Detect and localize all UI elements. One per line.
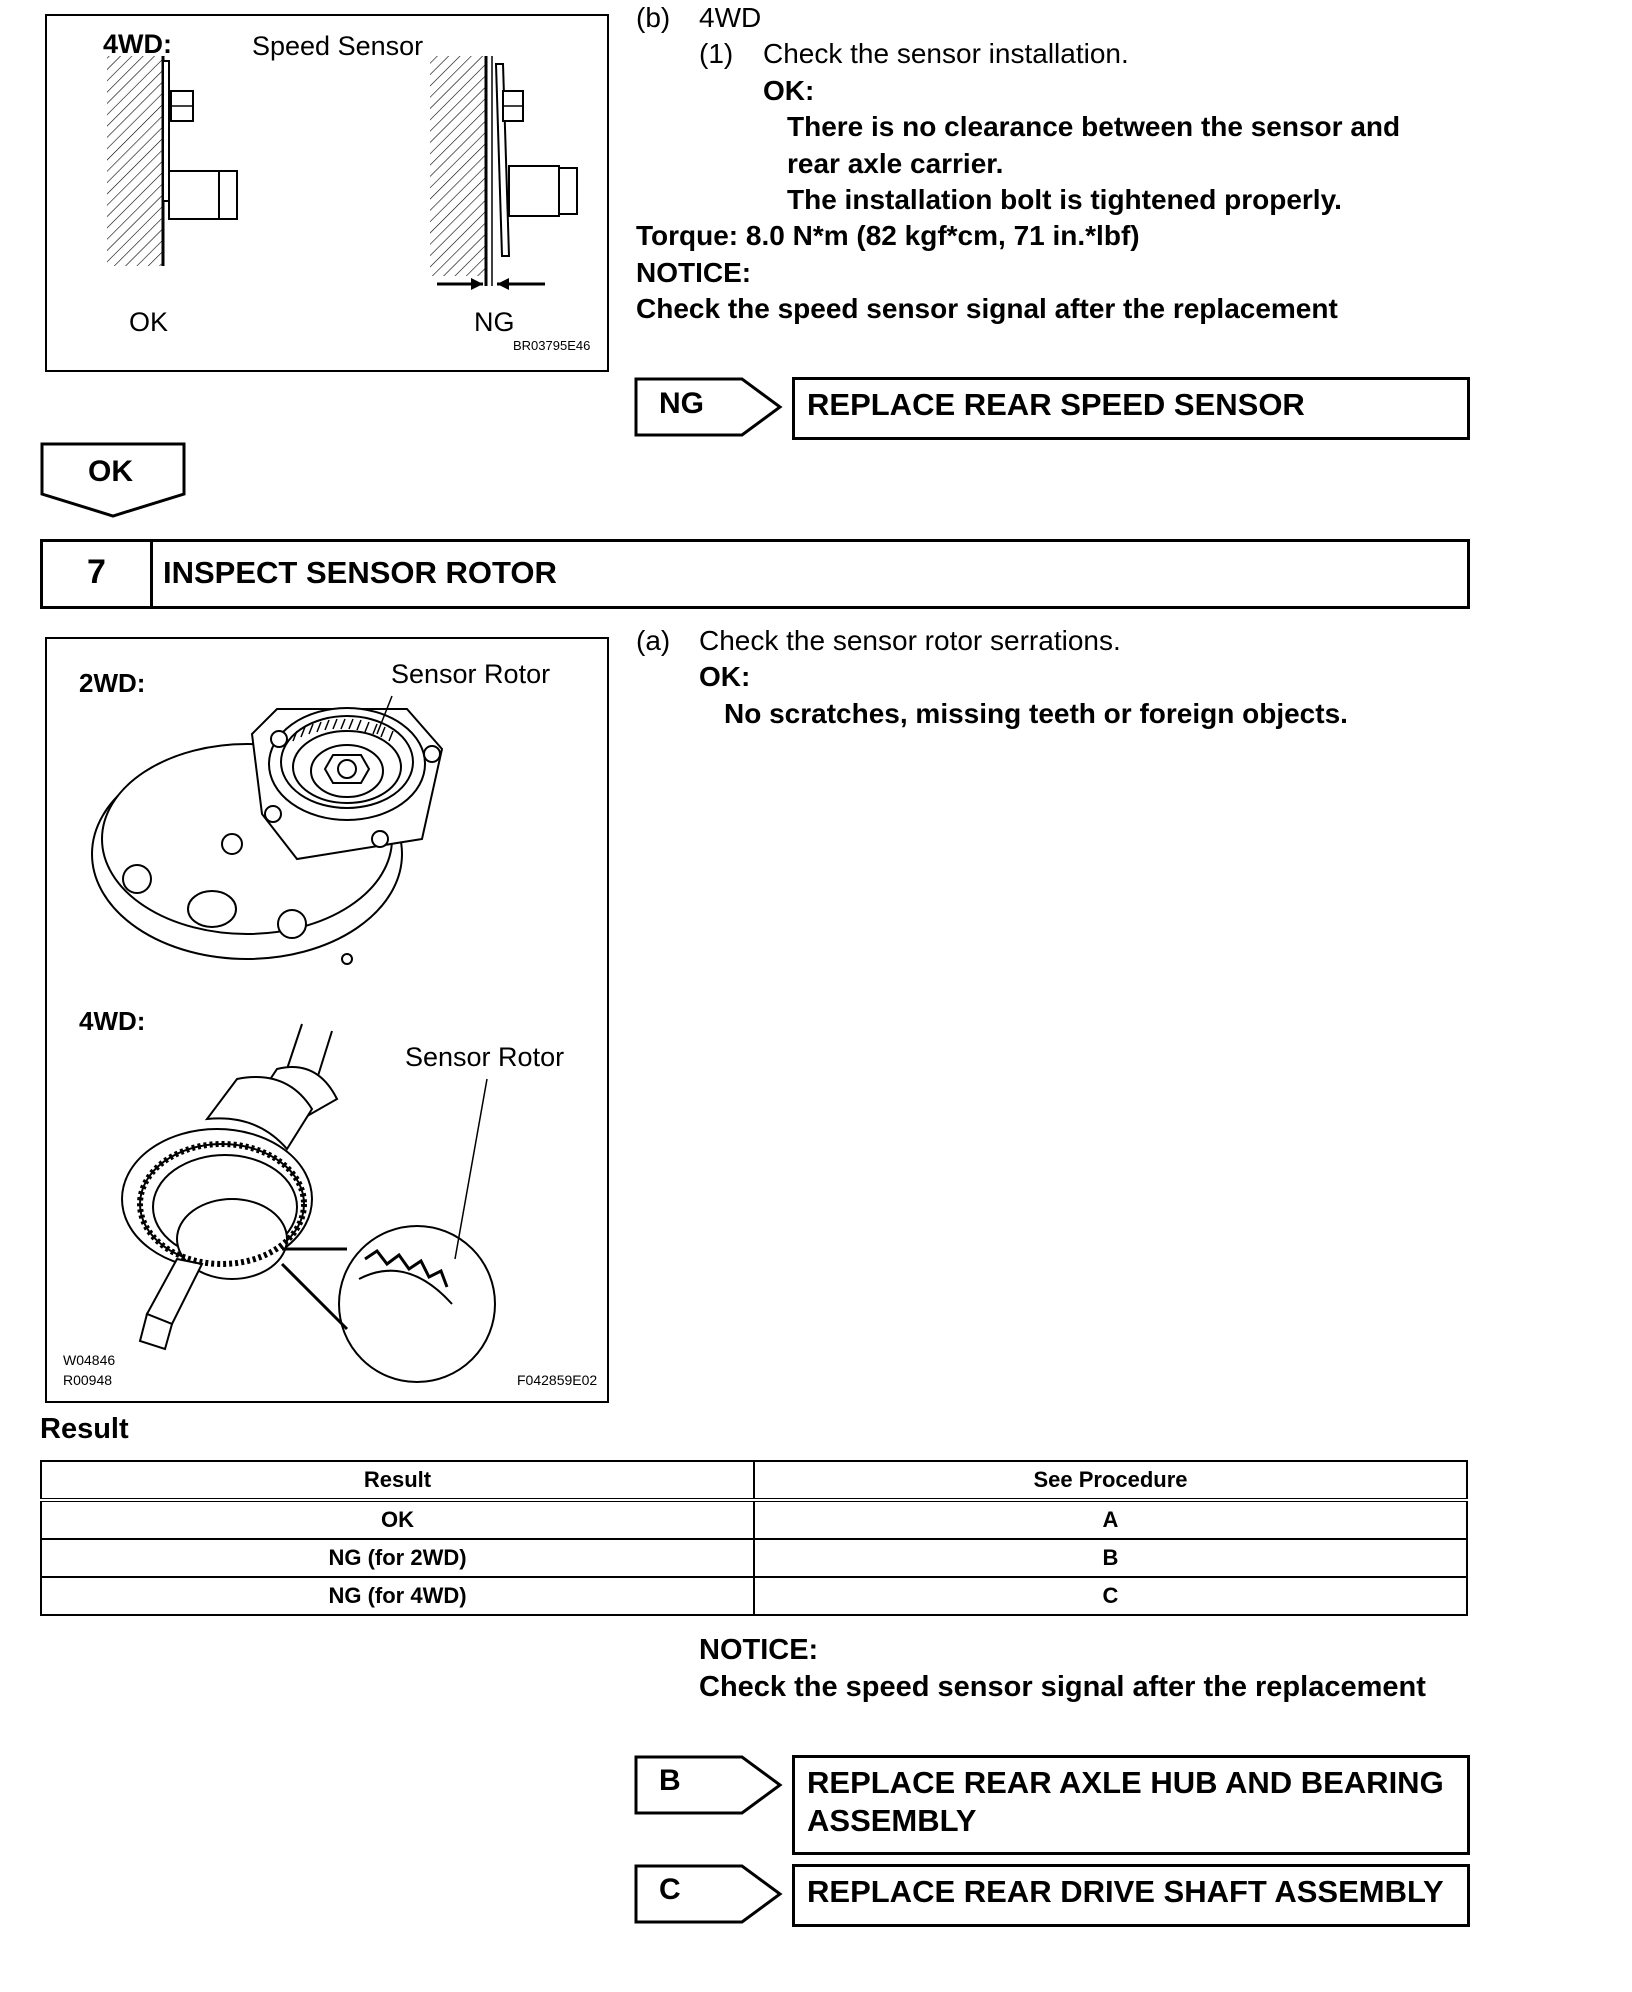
replace-rear-speed-sensor-text: REPLACE REAR SPEED SENSOR <box>807 387 1305 422</box>
step-a-ok-text: No scratches, missing teeth or foreign objects. <box>724 698 1348 729</box>
table-row <box>41 1500 1467 1539</box>
step-b-title: 4WD <box>699 2 762 33</box>
figure2-code2: R00948 <box>63 1372 113 1388</box>
figure2-2wd-label: 2WD: <box>79 668 146 698</box>
replace-hub-bearing-line1: REPLACE REAR AXLE HUB AND BEARING <box>807 1765 1444 1800</box>
step-b-ok-line2: rear axle carrier. <box>787 148 1004 179</box>
speed-sensor-figure <box>45 14 609 372</box>
result-table <box>40 1460 1468 1616</box>
step7-number: 7 <box>87 553 106 591</box>
notice-label: NOTICE: <box>636 257 752 288</box>
table-row <box>41 1577 1467 1615</box>
result-cell: NG (for 4WD) <box>41 1577 754 1615</box>
sensor-rotor-figure <box>45 637 609 1403</box>
step-b-ok-label: OK: <box>763 75 815 106</box>
figure2-sensor-rotor-2wd: Sensor Rotor <box>391 659 551 689</box>
step-b-ok-line3: The installation bolt is tightened properly. <box>787 184 1342 215</box>
table-header-row <box>41 1461 1467 1500</box>
step-b-ok-line1: There is no clearance between the sensor and <box>787 111 1401 142</box>
ok-flag-label: OK <box>88 455 133 488</box>
replace-drive-shaft-text: REPLACE REAR DRIVE SHAFT ASSEMBLY <box>807 1874 1444 1909</box>
step7-title: INSPECT SENSOR ROTOR <box>163 555 557 590</box>
procedure-cell: A <box>754 1500 1467 1539</box>
figure2-4wd-label: 4WD: <box>79 1006 146 1036</box>
result-heading: Result <box>40 1413 129 1445</box>
figure2-sensor-rotor-4wd: Sensor Rotor <box>405 1042 565 1072</box>
ng-flag <box>634 377 784 437</box>
replace-rear-speed-sensor-box <box>792 377 1470 440</box>
step7-number-cell <box>43 542 153 606</box>
step7-header <box>40 539 1470 609</box>
figure1-4wd-label: 4WD: <box>103 29 172 59</box>
step-a-marker: (a) <box>636 625 671 656</box>
c-flag-label: C <box>659 1873 681 1906</box>
notice-text: Check the speed sensor signal after the replacement <box>636 293 1338 324</box>
result-cell: NG (for 2WD) <box>41 1539 754 1577</box>
figure1-ng-label: NG <box>474 307 515 337</box>
figure1-code: BR03795E46 <box>513 338 591 353</box>
replace-drive-shaft-box <box>792 1864 1470 1927</box>
step-b1-marker: (1) <box>699 38 734 69</box>
result-cell: OK <box>41 1500 754 1539</box>
procedure-cell: B <box>754 1539 1467 1577</box>
figure1-ok-label: OK <box>129 307 169 337</box>
figure2-code3: F042859E02 <box>517 1372 598 1388</box>
column-header-result: Result <box>41 1461 754 1500</box>
step-b1-text: Check the sensor installation. <box>763 38 1129 69</box>
figure1-speed-sensor-label: Speed Sensor <box>252 31 424 61</box>
table-row <box>41 1539 1467 1577</box>
procedure-cell: C <box>754 1577 1467 1615</box>
c-flag <box>634 1864 784 1924</box>
torque-spec: Torque: 8.0 N*m (82 kgf*cm, 71 in.*lbf) <box>636 220 1140 251</box>
notice2-text: Check the speed sensor signal after the replacement <box>699 1671 1426 1703</box>
step-a-ok-label: OK: <box>699 661 751 692</box>
step-b-marker: (b) <box>636 2 671 33</box>
b-flag-label: B <box>659 1764 681 1797</box>
notice2-label: NOTICE: <box>699 1634 819 1666</box>
replace-hub-bearing-line2: ASSEMBLY <box>807 1803 977 1838</box>
replace-hub-bearing-box <box>792 1755 1470 1855</box>
figure2-code1: W04846 <box>63 1352 116 1368</box>
ng-flag-label: NG <box>659 387 704 420</box>
column-header-see-procedure: See Procedure <box>754 1461 1467 1500</box>
step-a-text: Check the sensor rotor serrations. <box>699 625 1121 656</box>
b-flag <box>634 1755 784 1815</box>
